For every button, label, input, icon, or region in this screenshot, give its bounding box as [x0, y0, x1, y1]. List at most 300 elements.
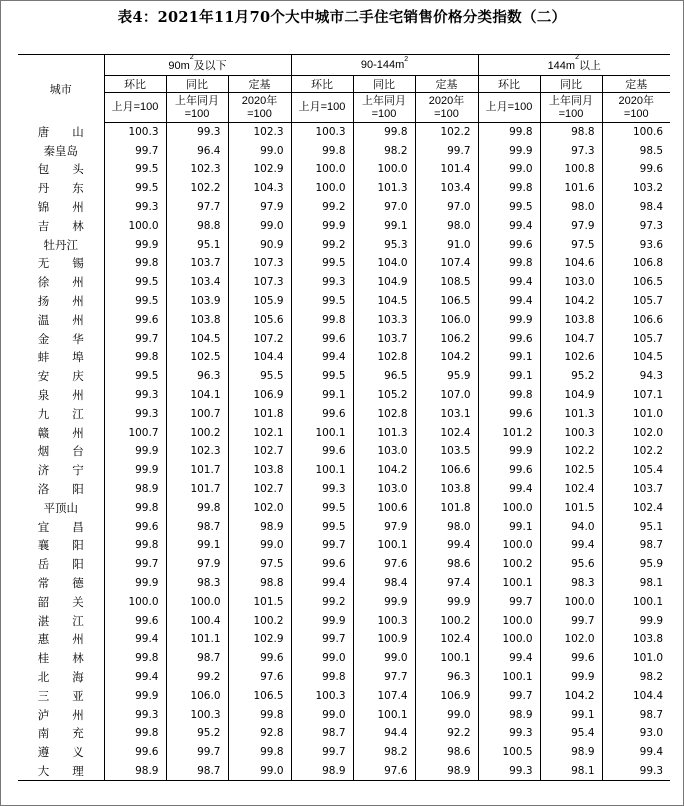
base-header-line2: =100 — [434, 107, 459, 120]
index-value: 104.5 — [166, 329, 228, 348]
index-value: 107.4 — [353, 686, 415, 705]
city-name: 惠 州 — [37, 632, 84, 647]
index-value: 94.4 — [353, 724, 415, 743]
index-value: 100.0 — [291, 179, 353, 198]
index-value: 102.1 — [228, 423, 291, 442]
index-value: 99.3 — [166, 123, 228, 142]
index-value: 96.3 — [415, 668, 478, 687]
index-value: 98.0 — [415, 517, 478, 536]
city-name: 蚌 埠 — [37, 350, 84, 365]
index-value: 95.6 — [540, 555, 602, 574]
index-value: 99.1 — [166, 536, 228, 555]
group-header-small: $90m^2$及以下 — [104, 55, 291, 76]
city-name: 包 头 — [37, 162, 84, 177]
city-name: 平顶山 — [43, 500, 78, 515]
index-value: 99.7 — [478, 686, 540, 705]
index-value: 102.3 — [166, 442, 228, 461]
table-row — [18, 292, 670, 311]
city-name: 丹 东 — [37, 181, 84, 196]
sub-header-label: 定基 — [602, 76, 670, 93]
base-header-label — [104, 93, 166, 123]
index-value: 103.7 — [353, 329, 415, 348]
sub-header-label: 环比 — [104, 76, 166, 93]
index-value: 103.4 — [415, 179, 478, 198]
index-value: 104.6 — [540, 254, 602, 273]
index-value: 100.0 — [478, 498, 540, 517]
index-value: 104.2 — [353, 461, 415, 480]
index-value: 105.6 — [228, 310, 291, 329]
index-value: 106.0 — [415, 310, 478, 329]
index-value: 102.9 — [228, 160, 291, 179]
index-value: 92.8 — [228, 724, 291, 743]
index-value: 100.4 — [166, 611, 228, 630]
index-value: 99.0 — [478, 160, 540, 179]
index-value: 106.2 — [415, 329, 478, 348]
index-value: 99.4 — [104, 668, 166, 687]
index-value: 104.2 — [415, 348, 478, 367]
table-row — [18, 160, 670, 179]
index-value: 101.1 — [166, 630, 228, 649]
index-value: 102.3 — [166, 160, 228, 179]
index-value: 99.8 — [228, 743, 291, 762]
index-value: 99.3 — [291, 480, 353, 499]
index-value: 99.3 — [104, 404, 166, 423]
index-value: 99.1 — [353, 216, 415, 235]
sub-header-label: 同比 — [540, 76, 602, 93]
index-value: 99.8 — [228, 705, 291, 724]
index-value: 100.1 — [353, 536, 415, 555]
base-header-line2: =100 — [184, 107, 210, 120]
table-row — [18, 367, 670, 386]
index-value: 98.9 — [415, 762, 478, 781]
index-value: 99.3 — [478, 724, 540, 743]
index-value: 99.7 — [166, 743, 228, 762]
table-row — [18, 592, 670, 611]
index-value: 99.8 — [104, 348, 166, 367]
index-value: 100.2 — [228, 611, 291, 630]
index-value: 104.5 — [602, 348, 670, 367]
index-value: 99.5 — [104, 273, 166, 292]
index-value: 99.7 — [291, 630, 353, 649]
index-value: 98.8 — [228, 574, 291, 593]
index-value: 106.9 — [228, 386, 291, 405]
table-row — [18, 216, 670, 235]
table-row — [18, 348, 670, 367]
index-value: 101.3 — [353, 179, 415, 198]
index-value: 107.3 — [228, 273, 291, 292]
index-value: 98.9 — [228, 517, 291, 536]
index-value: 104.9 — [540, 386, 602, 405]
index-value: 99.8 — [291, 310, 353, 329]
index-value: 95.2 — [166, 724, 228, 743]
index-value: 103.8 — [228, 461, 291, 480]
index-value: 99.6 — [478, 329, 540, 348]
index-value: 100.1 — [478, 668, 540, 687]
base-header-label — [478, 93, 540, 123]
index-value: 103.3 — [353, 310, 415, 329]
index-value: 102.0 — [540, 630, 602, 649]
city-name: 赣 州 — [37, 425, 84, 440]
table-row — [18, 423, 670, 442]
index-value: 99.9 — [540, 668, 602, 687]
index-value: 99.8 — [166, 498, 228, 517]
index-value: 99.0 — [228, 536, 291, 555]
index-value: 103.0 — [540, 273, 602, 292]
index-value: 98.9 — [478, 705, 540, 724]
index-value: 99.4 — [291, 574, 353, 593]
index-value: 101.7 — [166, 461, 228, 480]
table-row — [18, 498, 670, 517]
index-value: 99.4 — [415, 536, 478, 555]
index-value: 97.7 — [353, 668, 415, 687]
index-value: 100.1 — [291, 461, 353, 480]
index-value: 103.8 — [166, 310, 228, 329]
base-header-line1: 上月=100 — [111, 101, 159, 113]
index-value: 98.2 — [353, 141, 415, 160]
index-value: 99.5 — [104, 292, 166, 311]
index-value: 99.7 — [540, 611, 602, 630]
index-value: 99.3 — [104, 386, 166, 405]
index-value: 106.5 — [415, 292, 478, 311]
table-row — [18, 762, 670, 781]
base-header-label — [540, 93, 602, 123]
city-header: 城市 — [18, 55, 104, 123]
index-value: 98.5 — [602, 141, 670, 160]
table-row — [18, 724, 670, 743]
sub-header-label: 环比 — [478, 76, 540, 93]
index-value: 99.7 — [291, 536, 353, 555]
index-value: 99.8 — [104, 649, 166, 668]
index-value: 105.9 — [228, 292, 291, 311]
city-name: 安 庆 — [37, 369, 84, 384]
index-value: 103.8 — [540, 310, 602, 329]
city-name: 岳 阳 — [37, 557, 84, 572]
index-value: 100.8 — [540, 160, 602, 179]
base-header-line1: 上年同月 — [362, 94, 407, 107]
table-row — [18, 329, 670, 348]
index-value: 97.4 — [415, 574, 478, 593]
index-value: 99.9 — [478, 141, 540, 160]
index-value: 99.4 — [540, 536, 602, 555]
base-header-label — [602, 93, 670, 123]
index-value: 98.4 — [602, 198, 670, 217]
table-row — [18, 198, 670, 217]
index-value: 104.2 — [540, 686, 602, 705]
index-value: 101.4 — [415, 160, 478, 179]
index-value: 100.2 — [166, 423, 228, 442]
group-header-large: $144m^2$以上 — [478, 55, 670, 76]
index-value: 108.5 — [415, 273, 478, 292]
index-value: 100.3 — [291, 686, 353, 705]
index-value: 97.5 — [228, 555, 291, 574]
index-value: 99.6 — [228, 649, 291, 668]
index-value: 98.4 — [353, 574, 415, 593]
index-value: 100.0 — [291, 160, 353, 179]
index-value: 106.0 — [166, 686, 228, 705]
table-row — [18, 235, 670, 254]
city-name: 北 海 — [37, 670, 84, 684]
index-value: 97.9 — [540, 216, 602, 235]
index-value: 97.6 — [353, 762, 415, 781]
index-value: 99.6 — [104, 611, 166, 630]
group-header-medium: $90-144m^2$ — [291, 55, 478, 76]
index-value: 99.4 — [478, 273, 540, 292]
index-value: 99.7 — [478, 592, 540, 611]
index-value: 97.9 — [166, 555, 228, 574]
table-row — [18, 611, 670, 630]
index-value: 97.0 — [353, 198, 415, 217]
index-value: 99.4 — [478, 649, 540, 668]
city-name: 济 宁 — [37, 463, 84, 478]
index-value: 99.0 — [291, 705, 353, 724]
index-value: 97.6 — [353, 555, 415, 574]
index-value: 103.7 — [166, 254, 228, 273]
index-value: 100.0 — [478, 611, 540, 630]
index-value: 105.7 — [602, 292, 670, 311]
index-value: 91.0 — [415, 235, 478, 254]
table-row — [18, 141, 670, 160]
city-name: 金 华 — [37, 331, 84, 346]
index-value: 105.2 — [353, 386, 415, 405]
index-value: 99.9 — [291, 611, 353, 630]
index-value: 99.1 — [478, 517, 540, 536]
base-header-line2: =100 — [371, 107, 397, 120]
index-value: 99.6 — [478, 461, 540, 480]
index-value: 97.0 — [415, 198, 478, 217]
index-value: 106.8 — [602, 254, 670, 273]
index-value: 97.7 — [166, 198, 228, 217]
index-value: 95.3 — [353, 235, 415, 254]
index-value: 100.3 — [104, 123, 166, 142]
base-header-label — [166, 93, 228, 123]
index-value: 99.9 — [353, 592, 415, 611]
index-value: 98.7 — [166, 762, 228, 781]
index-value: 99.9 — [104, 574, 166, 593]
index-value: 99.4 — [478, 292, 540, 311]
city-name: 韶 关 — [37, 594, 84, 609]
index-value: 103.2 — [602, 179, 670, 198]
index-value: 98.8 — [540, 123, 602, 142]
index-value: 101.3 — [353, 423, 415, 442]
table-row — [18, 254, 670, 273]
base-header-line1: 2020年 — [428, 94, 465, 107]
index-value: 103.4 — [166, 273, 228, 292]
index-value: 107.0 — [415, 386, 478, 405]
index-value: 97.6 — [228, 668, 291, 687]
index-value: 97.9 — [228, 198, 291, 217]
base-header-line1: 2020年 — [618, 94, 655, 107]
index-value: 99.7 — [104, 555, 166, 574]
base-header-line2: =100 — [623, 107, 649, 120]
index-value: 95.9 — [415, 367, 478, 386]
index-value: 99.1 — [478, 367, 540, 386]
city-name: 三 亚 — [37, 688, 84, 703]
index-value: 99.0 — [228, 141, 291, 160]
index-value: 94.3 — [602, 367, 670, 386]
index-value: 96.3 — [166, 367, 228, 386]
index-value: 99.5 — [291, 517, 353, 536]
index-value: 95.5 — [228, 367, 291, 386]
index-value: 102.2 — [602, 442, 670, 461]
index-value: 99.9 — [415, 592, 478, 611]
index-value: 98.2 — [602, 668, 670, 687]
index-value: 101.3 — [540, 404, 602, 423]
index-value: 95.1 — [602, 517, 670, 536]
index-value: 102.7 — [228, 480, 291, 499]
city-name: 无 锡 — [37, 256, 84, 271]
index-value: 94.0 — [540, 517, 602, 536]
index-value: 99.5 — [291, 498, 353, 517]
sub-header-label: 定基 — [415, 76, 478, 93]
index-value: 93.0 — [602, 724, 670, 743]
index-value: 103.0 — [353, 480, 415, 499]
index-value: 99.3 — [602, 762, 670, 781]
base-header-label — [415, 93, 478, 123]
index-value: 99.0 — [353, 649, 415, 668]
index-value: 98.8 — [166, 216, 228, 235]
index-value: 99.8 — [478, 386, 540, 405]
index-value: 99.9 — [602, 611, 670, 630]
index-value: 106.6 — [602, 310, 670, 329]
index-value: 99.5 — [291, 254, 353, 273]
index-value: 98.6 — [415, 555, 478, 574]
index-value: 102.2 — [540, 442, 602, 461]
index-value: 101.0 — [602, 649, 670, 668]
index-value: 99.9 — [478, 310, 540, 329]
index-value: 98.0 — [540, 198, 602, 217]
index-value: 99.4 — [478, 216, 540, 235]
table-row — [18, 743, 670, 762]
index-value: 102.3 — [228, 123, 291, 142]
base-header-line1: 上月=100 — [485, 101, 533, 113]
index-value: 103.8 — [602, 630, 670, 649]
table-row — [18, 123, 670, 142]
city-name: 遵 义 — [37, 745, 84, 760]
city-name: 大 理 — [18, 762, 104, 781]
index-value: 107.2 — [228, 329, 291, 348]
base-header-label — [353, 93, 415, 123]
index-value: 99.6 — [104, 743, 166, 762]
table-row — [18, 705, 670, 724]
index-value: 98.2 — [353, 743, 415, 762]
index-value: 95.4 — [540, 724, 602, 743]
index-value: 100.5 — [478, 743, 540, 762]
index-value: 101.8 — [228, 404, 291, 423]
base-header-line1: 上月=100 — [298, 101, 346, 113]
index-value: 99.6 — [291, 404, 353, 423]
index-value: 99.1 — [540, 705, 602, 724]
index-value: 99.8 — [478, 179, 540, 198]
table-row — [18, 480, 670, 499]
index-value: 98.9 — [540, 743, 602, 762]
index-value: 99.7 — [104, 141, 166, 160]
index-value: 99.5 — [104, 367, 166, 386]
index-value: 92.2 — [415, 724, 478, 743]
index-value: 102.5 — [166, 348, 228, 367]
table-row — [18, 574, 670, 593]
index-value: 101.2 — [478, 423, 540, 442]
index-value: 90.9 — [228, 235, 291, 254]
table-row — [18, 310, 670, 329]
index-value: 98.9 — [104, 762, 166, 781]
base-header-line2: =100 — [247, 107, 272, 120]
index-value: 99.3 — [478, 762, 540, 781]
index-value: 100.7 — [166, 404, 228, 423]
index-value: 99.2 — [291, 198, 353, 217]
index-value: 104.5 — [353, 292, 415, 311]
index-value: 99.4 — [104, 630, 166, 649]
index-value: 100.0 — [540, 592, 602, 611]
index-value: 98.9 — [104, 480, 166, 499]
index-value: 100.1 — [291, 423, 353, 442]
index-value: 100.7 — [104, 423, 166, 442]
index-value: 107.1 — [602, 386, 670, 405]
index-value: 103.8 — [415, 480, 478, 499]
index-value: 99.7 — [104, 329, 166, 348]
index-value: 101.5 — [228, 592, 291, 611]
index-value: 104.1 — [166, 386, 228, 405]
city-name: 九 江 — [37, 406, 84, 421]
index-value: 99.6 — [291, 555, 353, 574]
index-value: 95.2 — [540, 367, 602, 386]
index-value: 102.8 — [353, 404, 415, 423]
city-name: 桂 林 — [37, 651, 84, 666]
table-row — [18, 517, 670, 536]
index-value: 100.9 — [353, 630, 415, 649]
city-name: 锦 州 — [37, 200, 84, 215]
index-value: 97.5 — [540, 235, 602, 254]
index-value: 99.2 — [291, 592, 353, 611]
index-value: 98.7 — [291, 724, 353, 743]
index-value: 103.0 — [353, 442, 415, 461]
index-value: 99.4 — [602, 743, 670, 762]
index-value: 99.7 — [415, 141, 478, 160]
index-value: 102.4 — [415, 423, 478, 442]
table-row — [18, 630, 670, 649]
index-value: 102.4 — [415, 630, 478, 649]
index-value: 99.9 — [104, 442, 166, 461]
index-value: 98.7 — [602, 536, 670, 555]
index-value: 97.9 — [353, 517, 415, 536]
index-value: 105.7 — [602, 329, 670, 348]
index-value: 99.4 — [478, 480, 540, 499]
city-name: 烟 台 — [37, 444, 84, 459]
index-value: 99.5 — [291, 367, 353, 386]
index-value: 107.4 — [415, 254, 478, 273]
index-value: 100.6 — [353, 498, 415, 517]
index-value: 99.0 — [291, 649, 353, 668]
index-value: 100.1 — [602, 592, 670, 611]
table-row — [18, 273, 670, 292]
index-value: 97.3 — [540, 141, 602, 160]
index-value: 100.3 — [353, 611, 415, 630]
index-value: 100.1 — [415, 649, 478, 668]
index-value: 102.4 — [540, 480, 602, 499]
table-row — [18, 461, 670, 480]
index-value: 98.9 — [291, 762, 353, 781]
index-value: 99.9 — [104, 235, 166, 254]
table-row — [18, 555, 670, 574]
base-header-label — [291, 93, 353, 123]
index-value: 99.5 — [478, 198, 540, 217]
index-value: 101.0 — [602, 404, 670, 423]
index-value: 93.6 — [602, 235, 670, 254]
index-value: 106.5 — [602, 273, 670, 292]
base-header-line2: =100 — [558, 107, 584, 120]
index-value: 100.0 — [478, 536, 540, 555]
index-value: 100.2 — [415, 611, 478, 630]
index-value: 98.3 — [166, 574, 228, 593]
